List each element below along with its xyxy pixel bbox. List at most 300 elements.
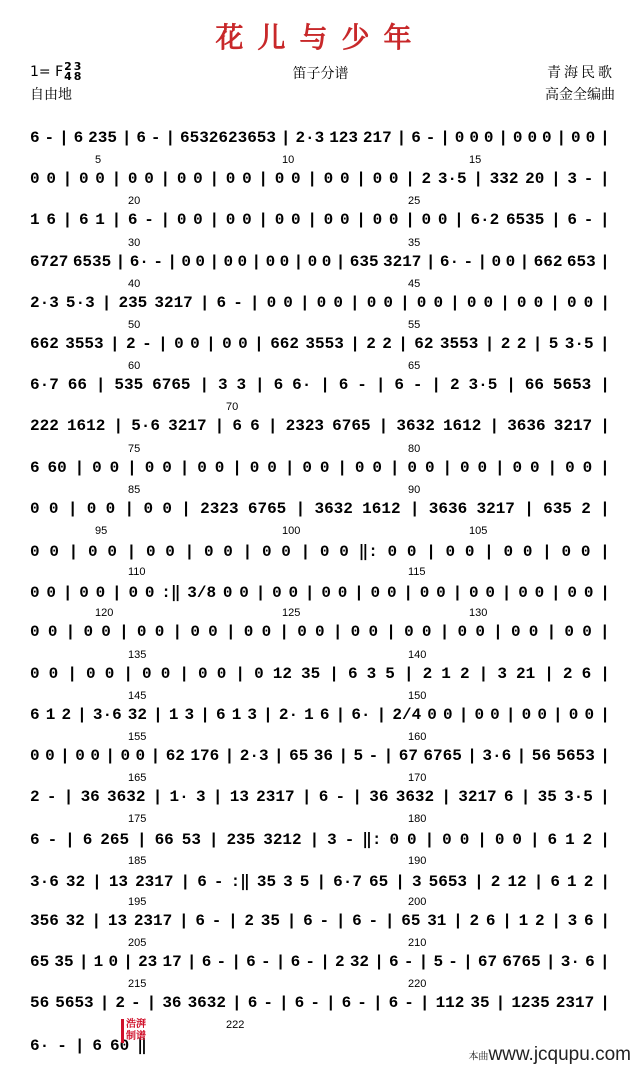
note-token: 2 <box>30 788 40 807</box>
barline: | <box>489 417 500 436</box>
note-token: 36 <box>162 994 182 1013</box>
note-token: 6535 <box>505 211 545 230</box>
note-token: 0 <box>565 458 575 477</box>
note-token: - <box>368 911 379 930</box>
note-token: 0 <box>144 584 155 603</box>
note-token: 0 <box>512 458 523 477</box>
barline: | <box>450 293 460 312</box>
note-token: 0 <box>30 747 40 765</box>
note-token: 1· <box>169 788 189 807</box>
note-token: 0 <box>90 747 100 765</box>
note-token: 0 <box>176 211 187 230</box>
note-token: 0 <box>261 543 272 561</box>
note-token: 6 <box>567 211 577 230</box>
barline: | <box>267 417 278 436</box>
barline: | <box>209 211 220 230</box>
barline: | <box>600 994 610 1013</box>
barline: | <box>99 994 110 1013</box>
barline: | <box>101 293 112 312</box>
barline: | <box>172 623 183 642</box>
measure-number: 85 <box>128 483 141 496</box>
note-token: 0 <box>266 293 277 312</box>
barline: | <box>206 335 216 353</box>
measure-number: 15 <box>469 154 482 167</box>
barline: | <box>235 664 245 683</box>
note-token: 0 <box>424 458 435 477</box>
barline: | <box>275 953 286 971</box>
note-token: 1 <box>518 911 529 930</box>
barline: | <box>186 953 197 971</box>
note-token: 0 <box>459 458 470 477</box>
note-token: - <box>213 872 224 891</box>
note-token: 0 <box>193 211 203 230</box>
note-token: 3 <box>217 376 228 395</box>
note-token: 1 <box>95 211 105 230</box>
note-token: 0 <box>92 458 102 477</box>
maker-stamp: 浩湃制谱 <box>121 1019 154 1043</box>
note-token: 3217 <box>154 293 193 312</box>
note-token: 2 <box>500 335 511 353</box>
measure-number: 95 <box>95 525 108 537</box>
barline: | <box>68 543 79 561</box>
note-token: 0 <box>512 831 522 850</box>
note-token: 0 <box>242 211 252 230</box>
note-token: 1612 <box>66 417 106 436</box>
note-token: 0 <box>154 623 165 642</box>
note-token: 65 <box>369 872 389 891</box>
barline: | <box>181 499 191 518</box>
note-token: 0 <box>145 543 156 561</box>
measure-number-line <box>30 401 610 414</box>
note-token: 36 <box>313 747 333 765</box>
note-token: - <box>144 211 154 230</box>
note-token: 635 <box>349 252 379 271</box>
note-token: - <box>404 994 414 1013</box>
barline: | <box>350 293 360 312</box>
arranger-credit: 高金全编曲 <box>545 87 615 103</box>
note-token: 662 <box>270 335 299 353</box>
note-token: 635 <box>543 499 572 518</box>
notation-line <box>30 170 610 188</box>
measure-number: 90 <box>408 483 421 496</box>
note-token: - <box>44 129 55 147</box>
note-token: 2·3 <box>30 293 59 312</box>
note-token: 5653 <box>556 747 595 765</box>
barline: | <box>232 458 242 477</box>
note-token: 0 <box>174 335 184 353</box>
notation-line <box>30 788 610 806</box>
note-token: 3· <box>560 953 580 971</box>
note-token: 0 <box>442 831 452 850</box>
barline: ‖ <box>137 1037 147 1056</box>
note-token: 0 <box>477 458 488 477</box>
note-token: 13 <box>107 911 128 930</box>
note-token: 265 <box>100 831 130 850</box>
barline: | <box>520 788 531 807</box>
note-token: 6 <box>352 911 362 930</box>
barline: | <box>426 543 436 561</box>
barline: | <box>274 747 284 765</box>
barline: | <box>425 252 436 271</box>
note-token: 0 <box>198 664 208 683</box>
barline: | <box>599 953 610 971</box>
note-token: 0 <box>162 458 172 477</box>
note-token: 5 <box>548 335 559 353</box>
note-token: 6·7 <box>333 872 362 891</box>
barline: | <box>556 129 567 147</box>
barline: | <box>126 543 137 561</box>
note-token: 0 <box>388 211 399 230</box>
barline: | <box>123 664 133 683</box>
barline: | <box>600 788 610 807</box>
barline: | <box>179 664 189 683</box>
note-token: 0 <box>443 705 453 724</box>
barline: | <box>493 623 503 642</box>
note-token: - <box>319 911 330 930</box>
barline: | <box>263 705 273 724</box>
barline: | <box>119 623 129 642</box>
note-token: 1612 <box>442 417 482 436</box>
note-token: 0 <box>469 129 479 147</box>
note-token: 6 <box>216 293 227 312</box>
measure-number-line <box>30 978 610 991</box>
note-token: 1 <box>565 831 575 850</box>
measure-number: 210 <box>408 937 427 949</box>
barline: | <box>280 129 291 147</box>
note-token: 0 <box>86 664 96 683</box>
note-token: 56 <box>30 994 50 1013</box>
note-token: 6 <box>78 211 89 230</box>
note-token: 2· <box>278 705 299 724</box>
note-token: 12 <box>272 664 292 683</box>
barline: | <box>477 252 488 271</box>
note-token: 0 <box>291 211 301 230</box>
note-token: 176 <box>190 747 220 765</box>
note-token: 0 <box>584 705 595 724</box>
barline: | <box>335 252 346 271</box>
note-token: - <box>425 129 436 147</box>
note-token: 0 <box>46 170 56 189</box>
note-token: 0 <box>319 458 330 477</box>
note-token: 0 <box>30 623 40 642</box>
note-token: 2 <box>366 335 376 353</box>
note-token: 3632 <box>395 788 435 807</box>
measure-number-line <box>30 237 610 250</box>
barline: | <box>600 705 610 724</box>
note-token: 35 <box>256 872 277 891</box>
measure-number-line <box>30 195 610 208</box>
barline: | <box>378 417 389 436</box>
note-token: 0 <box>485 584 495 603</box>
note-token: 2·3 <box>295 129 325 147</box>
note-token: 0 <box>466 293 477 312</box>
note-token: - <box>150 129 161 147</box>
notation-line <box>30 294 610 312</box>
measure-number: 30 <box>128 236 141 249</box>
barline: | <box>152 788 163 807</box>
note-token: 0 <box>389 831 400 850</box>
note-token: 0 <box>104 664 115 683</box>
barline: | <box>200 705 210 724</box>
measure-number: 55 <box>408 319 421 331</box>
note-token: 0 <box>79 584 89 603</box>
note-token: 6 <box>247 994 258 1013</box>
barline: | <box>137 831 147 850</box>
barline: | <box>498 129 508 147</box>
note-token: 32 <box>127 705 147 724</box>
note-token: 35 <box>260 911 280 930</box>
song-origin: 青海民歌 <box>547 65 615 81</box>
measure-number: 195 <box>128 895 147 908</box>
note-token: 0 <box>162 499 172 518</box>
note-token: 0 <box>421 211 432 230</box>
measure-number-line <box>30 855 610 868</box>
note-token: 0 <box>272 584 282 603</box>
note-token: 0 <box>249 458 260 477</box>
note-token: 0 <box>190 335 200 353</box>
measure-number-line <box>30 360 610 373</box>
note-token: 13 <box>108 872 129 891</box>
note-token: 0 <box>254 664 264 683</box>
note-token: 0 <box>30 584 40 603</box>
note-token: 0 <box>568 705 579 724</box>
barline: | <box>214 417 225 436</box>
barline: | <box>74 458 85 477</box>
note-token: 5 <box>433 953 444 971</box>
note-token: 6 <box>319 705 330 724</box>
barline: | <box>600 170 610 189</box>
note-token: 2317 <box>555 994 595 1013</box>
measure-number: 115 <box>408 566 426 579</box>
barline: | <box>600 417 610 436</box>
note-token: 662 <box>533 252 563 271</box>
measure-number: 120 <box>95 607 114 620</box>
barline: | <box>279 623 289 642</box>
note-token: 0 <box>181 252 191 271</box>
barline: | <box>121 129 132 147</box>
measure-number: 25 <box>408 195 421 208</box>
barline: | <box>400 293 410 312</box>
barline: | <box>60 747 70 765</box>
note-token: - <box>357 376 367 395</box>
note-token: 6535 <box>72 252 112 271</box>
note-token: 0 <box>208 623 218 642</box>
note-token: 6 <box>290 953 301 971</box>
note-token: 0 <box>302 458 312 477</box>
note-token: - <box>357 994 367 1013</box>
barline: | <box>551 911 561 930</box>
barline: | <box>600 911 610 930</box>
barline: | <box>600 376 610 395</box>
note-token: 6 <box>73 129 84 147</box>
note-token: 0 <box>101 623 111 642</box>
note-token: 1 <box>567 872 577 891</box>
note-token: 0 <box>30 499 40 518</box>
note-token: 6 <box>341 994 352 1013</box>
note-token: 1 <box>304 705 314 724</box>
note-token: 0 <box>95 170 105 189</box>
note-token: 6 <box>30 831 40 850</box>
barline: | <box>474 872 484 891</box>
note-token: 3·5 <box>564 788 593 807</box>
measure-number: 100 <box>282 525 301 537</box>
note-token: 6 <box>46 211 56 230</box>
measure-number: 222 <box>226 1019 245 1032</box>
barline: | <box>212 788 223 807</box>
measure-number: 180 <box>408 813 427 826</box>
barline: | <box>279 994 289 1013</box>
note-token: 1 <box>93 953 104 971</box>
note-token: 0 <box>527 129 538 147</box>
note-token: 235 <box>226 831 256 850</box>
measure-number: 185 <box>128 854 147 867</box>
note-token: 5653 <box>552 376 592 395</box>
note-token: 3 <box>184 705 195 724</box>
note-token: - <box>583 211 594 230</box>
note-token: 0 <box>454 129 465 147</box>
barline: | <box>600 293 610 312</box>
note-token: 3 <box>497 664 507 683</box>
key-label: 1= F <box>30 64 64 80</box>
note-token: 6·7 <box>30 376 59 395</box>
time-signature-1: 2 4 <box>64 60 72 83</box>
barline: | <box>254 335 264 353</box>
note-token: 0 <box>564 623 574 642</box>
note-token: 2 <box>583 872 594 891</box>
measure-number: 10 <box>282 154 295 167</box>
barline: | <box>600 211 610 230</box>
measure-number: 35 <box>408 236 421 249</box>
note-token: 0 <box>372 211 383 230</box>
barline: | <box>356 211 366 230</box>
barline: | <box>95 376 106 395</box>
note-token: 6 <box>246 953 256 971</box>
song-title: 花儿与少年 <box>215 21 426 54</box>
note-token: 0 <box>316 293 327 312</box>
note-token: 6 <box>232 417 243 436</box>
note-token: 62 <box>165 747 185 765</box>
measure-number-line <box>30 772 610 785</box>
barline: | <box>389 458 400 477</box>
barline: | <box>300 543 311 561</box>
barline: | <box>338 747 349 765</box>
website-watermark: 本曲www.jcqupu.com <box>468 1044 631 1065</box>
note-token: 0 <box>30 664 40 683</box>
note-token: 6765 <box>502 953 541 971</box>
note-token: 5653 <box>55 994 94 1013</box>
barline: | <box>500 293 510 312</box>
note-token: 0 <box>528 623 539 642</box>
measure-number-line <box>30 525 610 538</box>
note-token: 0 <box>468 584 479 603</box>
barline: | <box>113 417 124 436</box>
measure-number-line <box>30 443 610 456</box>
measure-number: 140 <box>408 648 427 661</box>
notation-line <box>30 211 610 229</box>
note-token: 6 <box>547 831 558 850</box>
note-token: 67 <box>398 747 418 765</box>
measure-number-line <box>30 154 610 167</box>
note-token: 2317 <box>256 788 295 807</box>
barline: | <box>550 293 560 312</box>
barline: | <box>295 499 306 518</box>
note-token: 0 <box>354 458 365 477</box>
barline: | <box>403 584 413 603</box>
barline: | <box>316 872 327 891</box>
note-token: 6765 <box>332 417 371 436</box>
note-token: 0 <box>407 831 417 850</box>
barline: | <box>209 252 220 271</box>
note-token: 0 <box>333 293 343 312</box>
note-token: 0 <box>459 831 470 850</box>
note-token: 0 <box>427 705 437 724</box>
measure-number: 45 <box>408 277 421 290</box>
note-token: 0 <box>291 170 301 189</box>
measure-number: 160 <box>408 731 427 743</box>
note-token: 6 <box>30 129 40 147</box>
barline: | <box>384 911 395 930</box>
note-token: 6·2 <box>470 211 500 230</box>
barline: :‖ <box>161 584 181 603</box>
note-token: - <box>142 335 152 353</box>
note-token: 6 <box>394 376 404 395</box>
note-token: 0 <box>49 543 59 561</box>
note-token: 0 <box>323 211 334 230</box>
note-token: 6532623653 <box>179 129 276 147</box>
barline: | <box>307 170 317 189</box>
note-token: 65 <box>401 911 421 930</box>
barline: | <box>124 499 135 518</box>
note-token: - <box>131 994 141 1013</box>
note-token: 0 <box>583 293 594 312</box>
note-token: 0 <box>370 584 381 603</box>
note-token: 6 <box>273 376 284 395</box>
barline: | <box>65 623 76 642</box>
barline: | <box>167 252 177 271</box>
note-token: 0 <box>571 129 581 147</box>
note-token: 0 <box>86 499 97 518</box>
note-token: 0 <box>433 293 444 312</box>
note-token: 20 <box>525 170 545 189</box>
barline: | <box>495 994 506 1013</box>
note-token: 0 <box>283 293 293 312</box>
note-token: 3·5 <box>564 335 594 353</box>
note-token: 653 <box>566 252 596 271</box>
note-token: 0 <box>436 584 446 603</box>
note-token: 3632 <box>107 788 146 807</box>
notation-line <box>30 541 610 561</box>
barline: | <box>158 335 168 353</box>
note-token: 66 <box>67 376 87 395</box>
barline: | <box>293 252 304 271</box>
note-token: 2317 <box>135 872 174 891</box>
barline: | <box>67 664 77 683</box>
note-token: 0 <box>237 252 248 271</box>
note-token: 53 <box>181 831 201 850</box>
note-token: 32 <box>349 953 370 971</box>
note-token: 6 <box>338 376 349 395</box>
note-token: 0 <box>195 252 206 271</box>
note-token: 0 <box>136 623 147 642</box>
note-token: 535 <box>114 376 144 395</box>
barline: | <box>284 458 295 477</box>
note-token: 0 <box>48 499 59 518</box>
notation-line <box>30 459 610 477</box>
note-token: - <box>344 831 355 850</box>
barline: | <box>299 293 310 312</box>
note-token: - <box>216 953 227 971</box>
note-token: 3217 <box>553 417 593 436</box>
